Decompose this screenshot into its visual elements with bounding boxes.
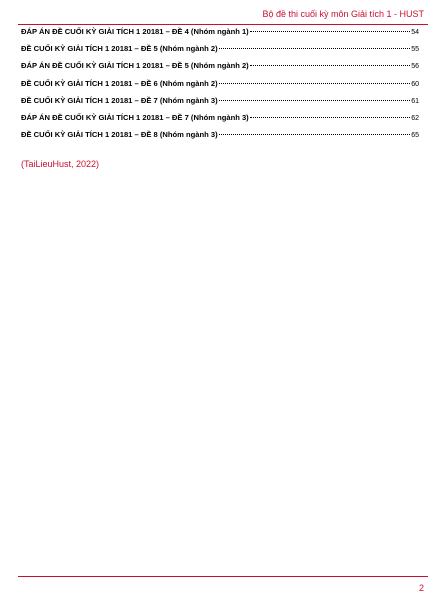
toc-dot-leader <box>219 48 411 49</box>
toc-entry-page: 54 <box>411 29 419 36</box>
toc-dot-leader <box>250 31 410 32</box>
footer-divider <box>18 576 428 577</box>
toc-entry-title: ĐÁP ÁN ĐỀ CUỐI KỲ GIẢI TÍCH 1 20181 – ĐỀ 5 (Nhóm ngành 2) <box>21 61 249 71</box>
toc-entry[interactable] <box>21 130 419 147</box>
toc-entry[interactable] <box>21 27 419 44</box>
toc-entry-page: 62 <box>411 114 419 122</box>
toc-dot-leader <box>219 83 411 84</box>
running-header: Bộ đề thi cuối kỳ môn Giải tích 1 - HUST <box>262 9 424 19</box>
header-divider <box>18 24 428 25</box>
source-credit: (TaiLieuHust, 2022) <box>21 159 100 169</box>
toc-entry[interactable] <box>21 79 419 96</box>
toc-entry[interactable] <box>21 96 419 113</box>
toc-dot-leader <box>250 65 410 66</box>
toc-entry-title: ĐỀ CUỐI KỲ GIẢI TÍCH 1 20181 – ĐỀ 5 (Nhóm ngành 2) <box>21 44 218 54</box>
toc-entry-page: 65 <box>411 132 419 140</box>
toc-entry-title: ĐỀ CUỐI KỲ GIẢI TÍCH 1 20181 – ĐỀ 6 (Nhóm ngành 2) <box>21 78 218 88</box>
toc-entry-title: ĐÁP ÁN ĐỀ CUỐI KỲ GIẢI TÍCH 1 20181 – ĐỀ 4 (Nhóm ngành 1) <box>21 27 249 36</box>
toc-entry-page: 55 <box>411 46 419 54</box>
toc-entry-page: 61 <box>411 97 419 105</box>
toc-entry[interactable] <box>21 44 419 61</box>
toc-entry-page: 56 <box>411 63 419 71</box>
table-of-contents <box>21 27 419 147</box>
toc-entry-title: ĐỀ CUỐI KỲ GIẢI TÍCH 1 20181 – ĐỀ 8 (Nhóm ngành 3) <box>21 130 218 140</box>
toc-entry[interactable] <box>21 113 419 130</box>
toc-entry-title: ĐÁP ÁN ĐỀ CUỐI KỲ GIẢI TÍCH 1 20181 – ĐỀ 7 (Nhóm ngành 3) <box>21 112 249 122</box>
toc-entry-page: 60 <box>411 80 419 88</box>
toc-entry-title: ĐỀ CUỐI KỲ GIẢI TÍCH 1 20181 – ĐỀ 7 (Nhóm ngành 3) <box>21 95 218 105</box>
toc-dot-leader <box>219 100 411 101</box>
toc-entry[interactable] <box>21 61 419 78</box>
toc-dot-leader <box>219 134 411 135</box>
page-number: 2 <box>418 583 424 593</box>
toc-dot-leader <box>250 117 410 118</box>
